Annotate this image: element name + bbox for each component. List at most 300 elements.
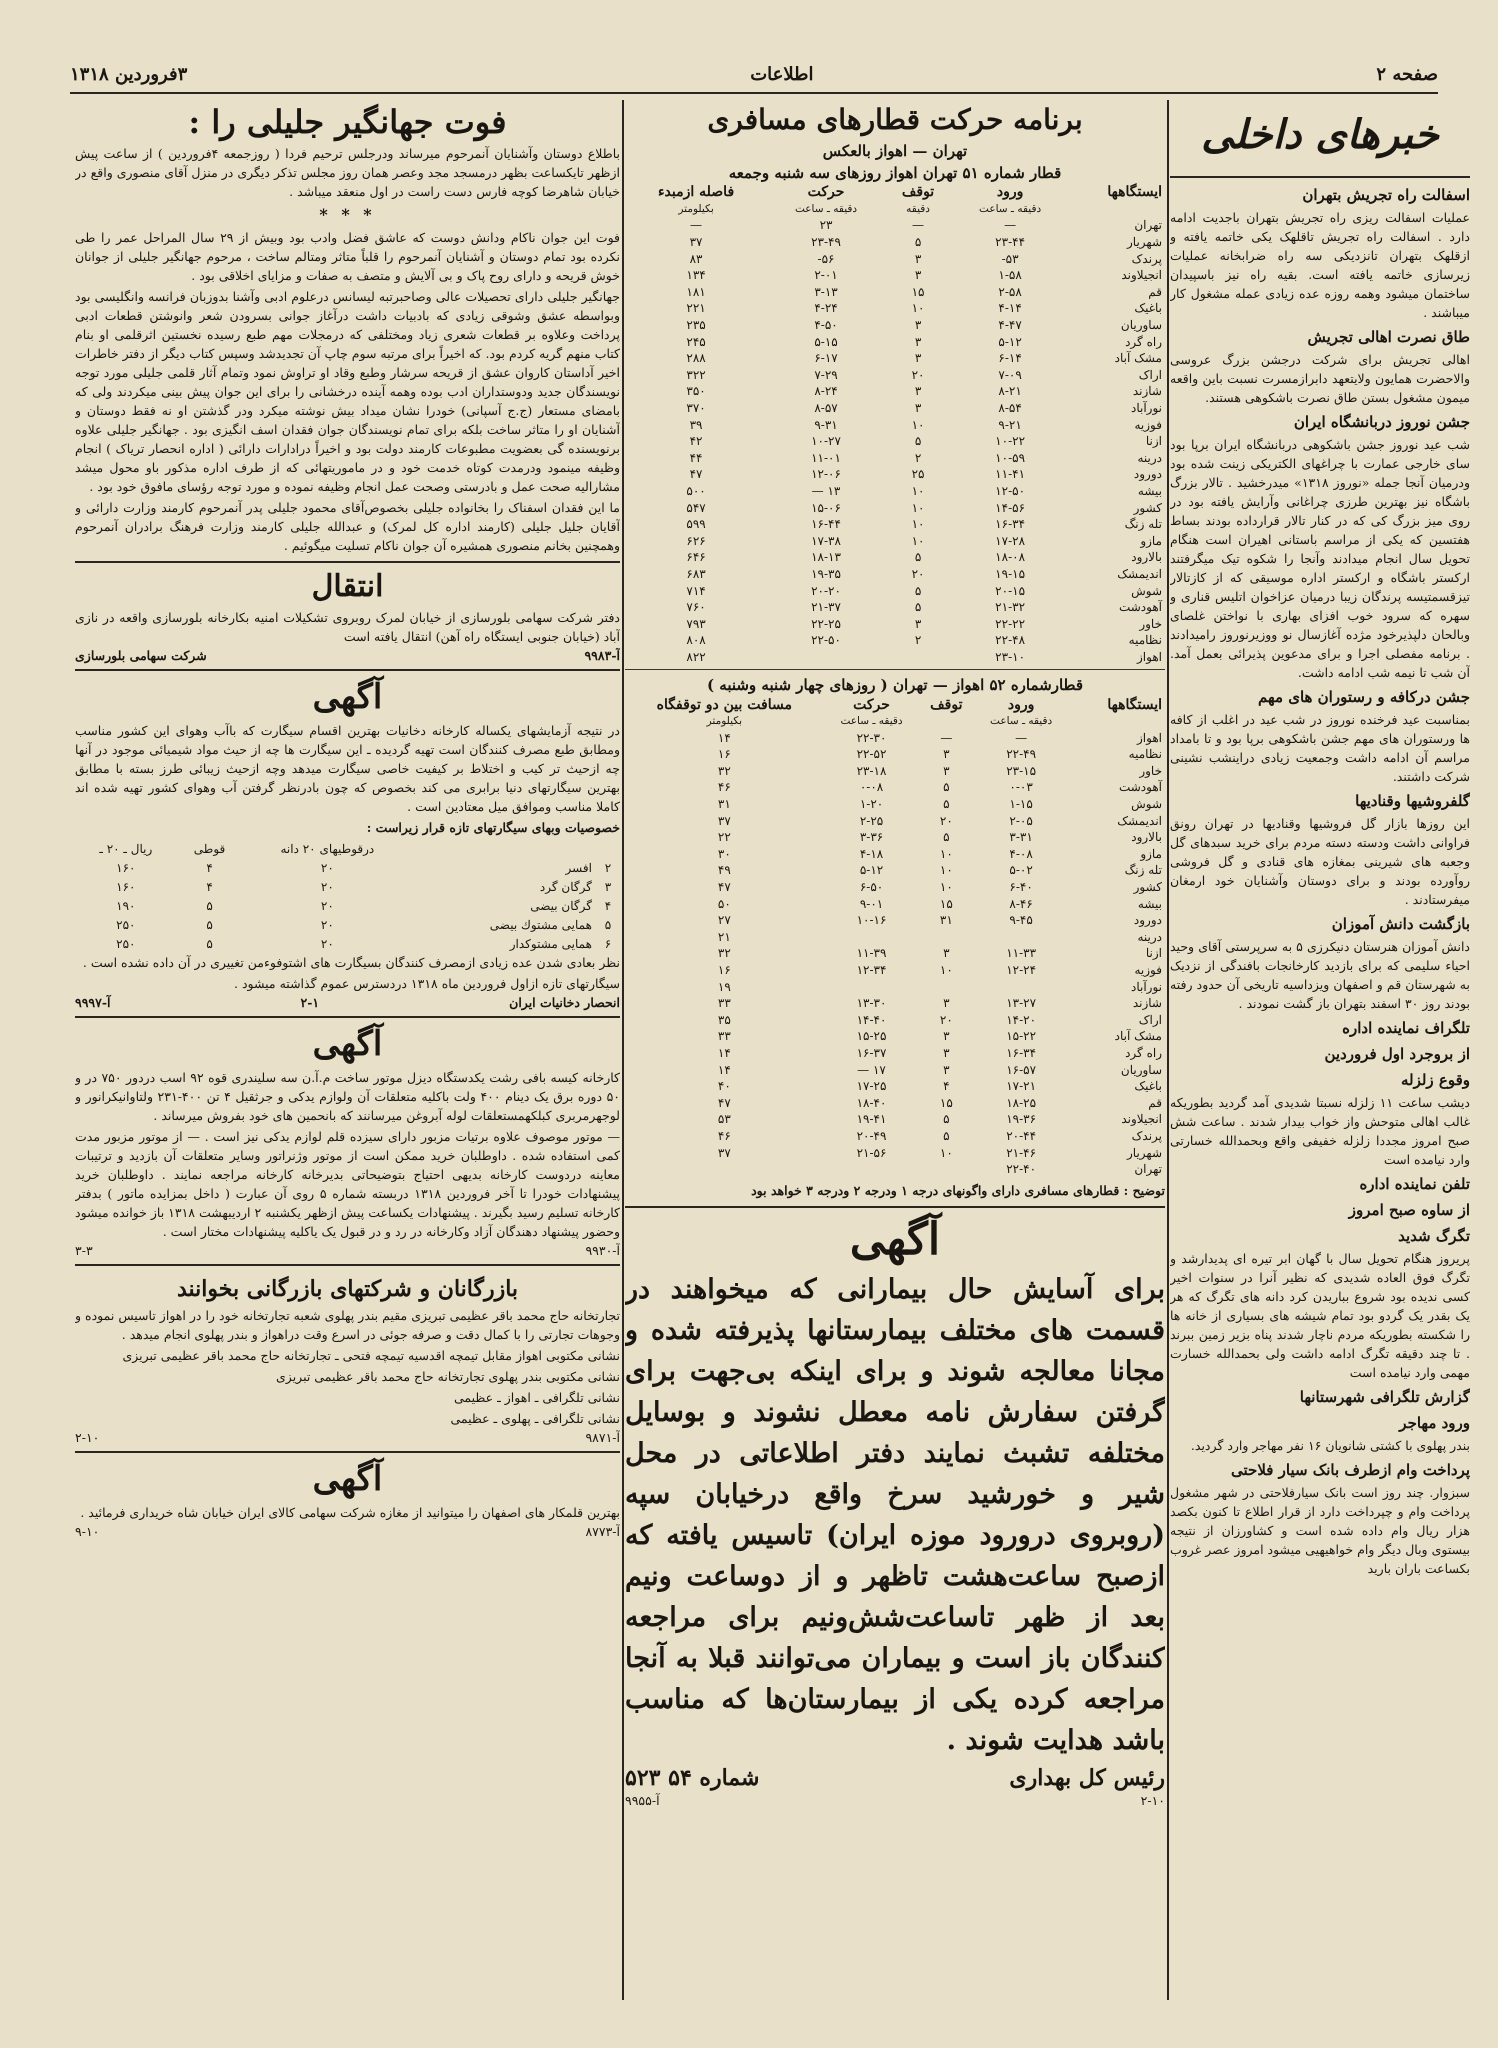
table-cell: ۲۱-۴۶ — [1006, 1145, 1037, 1160]
ref-number: ۳-۳ — [75, 1243, 93, 1258]
table-cell: ۱۳-۳۰ — [856, 996, 887, 1011]
table-cell: ۵-۱۲ — [998, 334, 1022, 349]
table-cell: ۴ — [206, 860, 213, 875]
schedule-title: برنامه حرکت قطارهای مسافری — [707, 103, 1083, 136]
table-cell: ۴-۴۷ — [998, 318, 1022, 333]
divider — [75, 1451, 620, 1453]
trade-address: نشانی تلگرافی ـ اهواز ـ عظیمی — [454, 1390, 620, 1405]
station-name: کشور — [1133, 500, 1162, 515]
table-cell: ۱۶ — [717, 747, 731, 762]
station-name: اندیمشک — [1117, 813, 1162, 828]
table-cell: ۵ — [914, 600, 922, 615]
table-cell: ۶-۱۷ — [814, 351, 838, 366]
separator-stars: * * * — [319, 205, 376, 224]
masthead — [70, 58, 1438, 90]
table-cell: ۲۰ — [939, 1012, 953, 1027]
relocation-footer — [75, 648, 620, 663]
table-cell: ۴۶ — [717, 1128, 731, 1143]
trade-address: نشانی مکتوبی بندر پهلوی تجارتخانه حاج محمد باقر عظیمی تبریزی — [276, 1369, 620, 1384]
table-cell: ۵۴۷ — [686, 500, 706, 515]
station-name: نورآباد — [1130, 979, 1162, 994]
station-name: ازنا — [1145, 946, 1162, 961]
table-cell: ۱۹-۱۵ — [995, 566, 1026, 581]
table-cell: ۵ — [943, 1128, 950, 1143]
table-cell: ۳۱ — [717, 797, 731, 812]
train-schedule-column — [625, 100, 1165, 2035]
table-cell: ۴-۱۸ — [859, 846, 884, 861]
column-header: حرکت — [853, 696, 890, 713]
divider — [75, 669, 620, 671]
table-cell: — — [690, 218, 703, 233]
notices-column — [75, 100, 620, 2035]
relocation-title: انتقال — [311, 569, 384, 604]
table-cell: ۳-۱۳ — [814, 284, 838, 299]
station-name: اندیمشک — [1117, 566, 1162, 581]
table-row — [625, 615, 1165, 632]
table-cell: ۱۲-۵۰ — [995, 483, 1026, 498]
cigarette-price-table — [75, 839, 620, 953]
table-cell: ۶-۴۰ — [1009, 880, 1033, 895]
news-body: سبزوار. چند روز است بانک سیارفلاحتی در شهر مشغول پرداخت وام و چپرداخت دارد از قرار اطلاع تا کنون بکصد هزار ریال وام داده شده است و کشاورزان از نتیجه بیستوی وبال دیگر وام خواهیهیی میشود امروز عصر غروب بکساعت باران بارید — [1170, 1485, 1470, 1576]
table-cell: ۳۷ — [689, 235, 703, 250]
station-name: نظامیه — [1128, 633, 1162, 648]
trade-notice-footer — [75, 1430, 620, 1445]
news-headline: تلگراف نماینده اداره — [1342, 1019, 1470, 1037]
table-cell: ۱۴-۵۶ — [995, 500, 1026, 515]
table-cell: ۷-۰۹ — [998, 367, 1022, 382]
column-header: ورود — [996, 184, 1024, 201]
table-cell: ۲۳-۱۵ — [1006, 763, 1037, 778]
table-row — [625, 812, 1165, 829]
table-cell: ۱۰-۲۷ — [811, 434, 841, 449]
table-row — [625, 516, 1165, 533]
table-cell: ۲۰ — [320, 898, 334, 913]
table-cell: ۱۳۴ — [686, 268, 706, 283]
table-cell: ۲۱-۳۷ — [811, 600, 841, 615]
news-headline: گزارش تلگرافی شهرستانها — [1299, 1388, 1470, 1406]
table-cell: ۱۴ — [717, 1062, 731, 1077]
table-cell: ۵۰ — [717, 896, 731, 911]
table-cell: ۴۷ — [689, 467, 703, 482]
news-headline: وقوع زلزله — [1400, 1071, 1470, 1089]
table-cell: ۰-۰۸ — [859, 780, 884, 795]
table-cell: ۶۲۶ — [686, 533, 706, 548]
table-cell: ۲۵۰ — [116, 936, 136, 951]
column-header: درقوطیهای ۲۰ دانه — [280, 841, 375, 856]
masthead-rule — [70, 92, 1438, 94]
station-name: بیشه — [1137, 896, 1162, 911]
table-cell: ۱۷-۲۵ — [856, 1079, 887, 1094]
table-cell — [824, 929, 920, 946]
table-row — [625, 1144, 1165, 1161]
table-cell: ۲۷ — [717, 913, 731, 928]
table-cell: ۱۰-۵۹ — [995, 450, 1026, 465]
table-cell: ۳ — [914, 268, 922, 283]
table-row — [625, 962, 1165, 979]
table-cell: ۴ — [943, 1079, 950, 1094]
table-cell: ۶ — [604, 936, 612, 951]
table-cell: ۲۰ — [939, 813, 953, 828]
table-cell: ۳ — [914, 351, 922, 366]
table-cell: ۲۳-۱۸ — [856, 763, 887, 778]
station-name: شازند — [1132, 996, 1162, 1011]
table-cell: ۸-۴۶ — [1009, 896, 1033, 911]
cigarette-name: گرگان گرد — [539, 879, 592, 894]
table-cell: ۱۵-۲۵ — [856, 1029, 887, 1044]
table-row — [625, 746, 1165, 763]
column-rule — [1167, 100, 1169, 2000]
table-cell: ۲ — [914, 633, 922, 648]
trade-address: نشانی تلگرافی ـ پهلوی ـ عظیمی — [450, 1411, 620, 1426]
station-name: پرندک — [1131, 1128, 1162, 1143]
station-name: اهواز — [1137, 649, 1162, 664]
table-cell: ۴۰ — [717, 1079, 731, 1094]
table-cell: ۱۰-۲۲ — [995, 434, 1026, 449]
table-cell: ۲۱-۳۲ — [995, 600, 1026, 615]
table-row — [625, 367, 1165, 384]
table-cell — [973, 978, 1069, 995]
table-cell — [919, 929, 973, 946]
hospital-ad-ref — [625, 1793, 1165, 1808]
table-cell: ۲۲-۴۸ — [995, 633, 1026, 648]
obituary-paragraph: جهانگیر جلیلی دارای تحصیلات عالی وصاحبرتبه لیسانس درعلوم ادبی وآشنا بدوزبان فرانسه وانگلیسی بود وبواسطه عشق وشوقی زیادی که بادبیات داشت درآغاز جوانی بسرودن شعر وانوشتن قطعات ادبی پرداخت وعلاوه بر قطعات شعری زیاد ومختلفی که درمجلات مهم طبع رسیده نخستین اثرقلمی او بنام کتاب منهم گریه کردم بود. که اخیراً برای مرتبه سوم چاپ آن تجدیدشد وسپس کتاب دیگر از دفتر خاطرات اخیر آداستان کاروان عشق از قریحه سرشار وطبع وقاد او تراوش نمود وتمام آثار قلمی جلیلی مورد توجه نویسندگان جدید ودوستداران ادب بوده وهمه آینده درخشانی را برای این جوان پیش بینی میکردند ولی که بامضای مستعار (ج.ج آسپانی) خودرا نشان میداد بیش نوشته میکرد ودر گذشتن او نه فقط دوستان و آشنایان او را متاثر ساخت بلکه برای تمام نویسندگان جوان فقدان اسف انگیزی بود . جهانگیر جلیلی علاوه برنویسنده گی بعضویت مطبوعات کارمند دولت بود و اخیراً درادارات دارائی ( اداره انحصار تریاک ) انجام وظیفه مینمود ودرمدت کوتاه خدمت خود و در ماموریتهائی که از طرف اداره مذکور باو محول میشد مشارالیه صحت عمل و بادرستی وصحت عمل انجام وظیفه نموده و مورد توجه رؤسای مافوق خود بود . — [75, 289, 620, 494]
table-cell: ۲۵۰ — [116, 917, 136, 932]
table-cell: ۱۰ — [911, 517, 925, 532]
table-cell: ۵ — [604, 917, 612, 932]
station-name: تهران — [1134, 218, 1162, 233]
table-cell: ۸۳ — [689, 251, 703, 266]
table-cell: ۵ — [914, 583, 922, 598]
table-cell: ۱۸-۴۰ — [856, 1095, 887, 1110]
news-list — [1170, 184, 1470, 1578]
table-cell: ۲۰ — [320, 917, 334, 932]
table-cell: ۲۱-۵۶ — [856, 1145, 887, 1160]
cigarette-ad-text: در نتیجه آزمایشهای یکساله کارخانه دخانیات بهترین اقسام سیگارت که باآب وهوای این کشور مناسب ومطابق طبع مصرف کنندگان است تهیه گردیده ـ این سیگارت ها چه از حیث مواد شیمیائی موجود در آنها چه ازحیث تر کیب و اختلاط بر کیفیت خاصی سیگارت میدهد وچه ازحیث زیبائی طرز بسته با مطابق بهترین سیگارتهای دنیا برابری می کند بخصوص که چون بادرنظر گرفتن آب وهوای کشور تهیه شده اند کاملا مناسب وموافق میل معتادین است . — [75, 723, 620, 814]
table-cell: ۰-۰۳ — [1009, 780, 1033, 795]
page-number: صفحه ۲ — [1376, 63, 1438, 85]
table-row — [625, 1128, 1165, 1145]
station-name: شهریار — [1127, 235, 1162, 250]
table-row — [625, 1028, 1165, 1045]
qalamkar-ad-text: بهترین قلمکار های اصفهان را میتوانید از مغازه شرکت سهامی کالای ایران خیابان شاه خریداری فرمائید . — [80, 1505, 620, 1520]
table-cell: ۱۹۰ — [116, 898, 136, 913]
table-cell: ۳-۳۱ — [1009, 830, 1033, 845]
column-unit: بکیلومتر — [678, 202, 714, 215]
cigarette-signature: انحصار دخانیات ایران — [509, 995, 620, 1010]
table-row — [625, 846, 1165, 863]
relocation-text: دفتر شرکت سهامی بلورسازی از خیابان لمرک روبروی تشکیلات امنیه بکارخانه بلورسازی واقعه در نازی آباد (خیابان جنوبی ایستگاه راه آهن) انتقال یافته است — [75, 610, 620, 644]
table-cell: ۴ — [604, 898, 612, 913]
column-header: توقف — [930, 696, 963, 713]
table-row — [625, 483, 1165, 500]
news-headline: از ساوه صبح امروز — [1348, 1201, 1470, 1219]
news-body: پریروز هنگام تحویل سال با گهان ابر تیره ای پدیدارشد و تگرگ فوق العاده شدیدی که نظیر آنرا در سنوات اخیر کسی ندیده بود شروع بباریدن کرد دانه های تگرگ که هر یک بقدر یک گردو بود تمام شیشه های بسیاری از خانه ها را شکسته بطوریکه مردم ناچار شدند پناه بزیر زمین ببرند . تا چند دقیقه تگرگ ادامه داشت ولی بحمدالله خسارت مهمی وارد نیامده است — [1170, 1251, 1470, 1380]
table-cell: ۳۰ — [717, 846, 731, 861]
cigarette-ad-subtitle: خصوصیات وبهای سیگارتهای تازه قرار زیراست : — [366, 820, 620, 835]
table-row — [625, 729, 1165, 746]
table-row — [625, 217, 1165, 234]
table-cell: ۸-۵۷ — [814, 401, 838, 416]
table-cell: ۵ — [914, 235, 922, 250]
table-cell: ۴-۰۸ — [1009, 846, 1033, 861]
station-name: فوزیه — [1134, 417, 1162, 432]
table-cell: ۱۶-۵۷ — [1006, 1062, 1037, 1077]
table-cell: ۴ — [206, 879, 213, 894]
column-unit: دقیقه ـ ساعت — [990, 715, 1053, 728]
table-cell: ۳ — [943, 747, 950, 762]
table-cell: ۲-۰۵ — [1009, 813, 1033, 828]
cig-row — [75, 934, 620, 953]
table-cell: ۵ — [943, 1112, 950, 1127]
table-cell: ۲۸۸ — [686, 351, 706, 366]
table-row — [625, 416, 1165, 433]
table-cell: ۱۹-۳۶ — [1006, 1112, 1037, 1127]
motor-ad-text: کارخانه کیسه بافی رشت یکدستگاه دیزل موتور ساخت م.آ.ن سه سلیندری قوه ۹۲ اسب دردور ۷۵۰ در و ۵۰ دوره برق یک دینام ۴۰۰ ولت باکلیه متعلقات آن ولوازم یدکی و جرثقیل ۴ تن ۴۰۰-۲۳۱ ولتاوانیکرانور و لوجهرمربری کبلکهمستعلقات لوله آبروغن میرسانند که بانحمین های خود بفروش میرساند . — [75, 1070, 620, 1123]
table-cell: ۱۵-۲۲ — [1006, 1029, 1037, 1044]
station-name: شوش — [1131, 797, 1162, 812]
table-cell: ۲۳ — [819, 218, 833, 233]
table-cell: ۳ — [943, 763, 950, 778]
station-name: شهریار — [1127, 1145, 1162, 1160]
ref-number: ۲-۱ — [300, 995, 320, 1010]
table-cell: ۳۲ — [717, 763, 731, 778]
table-cell: ۳ — [943, 1029, 950, 1044]
table-row — [625, 250, 1165, 267]
station-name: تله زنگ — [1124, 863, 1162, 878]
table-cell: ۱۶۰ — [116, 860, 136, 875]
table-cell: ۴۷ — [717, 1095, 731, 1110]
station-name: خاور — [1139, 763, 1162, 778]
relocation-signature: شرکت سهامی بلورسازی — [75, 648, 207, 663]
station-name: راه گرد — [1125, 334, 1162, 349]
table-cell: — — [940, 730, 953, 745]
table-cell: ۱۲-۰۶ — [811, 467, 841, 482]
table-cell: ۳ — [943, 946, 950, 961]
table-cell: ۵ — [943, 797, 950, 812]
table-header-row — [625, 184, 1165, 201]
table-cell: ۲۲-۵۲ — [856, 747, 887, 762]
table-cell: ۴-۵۰ — [814, 318, 838, 333]
column-header — [412, 839, 596, 858]
ref-number: ۲-۱۰ — [75, 1430, 100, 1445]
table-cell: ۳ — [914, 334, 922, 349]
table-cell: ۸۲۲ — [686, 649, 706, 664]
station-name: درینه — [1137, 929, 1162, 944]
table-cell: ۸۰۸ — [686, 633, 706, 648]
news-headline: طاق نصرت اهالی تجریش — [1307, 328, 1470, 346]
table-row — [625, 895, 1165, 912]
table-row — [625, 499, 1165, 516]
table-row — [625, 1061, 1165, 1078]
news-body: بمناسبت عید فرخنده نوروز در شب عید در اغلب از کافه ها ورستوران های مهم جشن باشکوهی برپا بود و تا بامداد مراسم آن ادامه داشت وجمعیت زیادی دراینشب نشینی شرکت داشتند. — [1170, 712, 1470, 784]
news-headline: تلفن نماینده اداره — [1359, 1175, 1470, 1193]
column-header: ایستگاهها — [1107, 696, 1162, 713]
trade-notice-title: بازرگانان و شرکتهای بازرگانی بخوانند — [176, 1276, 519, 1302]
table-header-row — [625, 696, 1165, 713]
station-name: راه گرد — [1125, 1045, 1162, 1060]
table-row — [625, 862, 1165, 879]
table-cell: ۳۱ — [939, 913, 953, 928]
table-row — [625, 879, 1165, 896]
hospital-ad-text: برای آسایش حال بیمارانی که میخواهند در قسمت های مختلف بیمارستانها پذیرفته شده و مجانا معالجه شوند و برای اینکه بی‌جهت برای گرفتن سفارش نامه معطل نشوند و بوسایل مختلفه تشبث نمایند دفتر اطلاعاتی در محل شیر و خورشید سرخ واقع درخیابان سپه (روبروی درورود موزه ایران) تاسیس یافته که ازصبح ساعت‌هشت تاظهر و از دوساعت ونیم بعد از ظهر تاساعت‌شش‌ونیم برای مراجعه کنندگان باز است و بیماران می‌توانند قبلا به آنجا مراجعه کرده یکی از بیمارستان‌ها که مناسب باشد هدایت شوند . — [625, 1274, 1165, 1757]
motor-ad-footer — [75, 1243, 620, 1258]
station-name: بالارود — [1131, 550, 1162, 565]
table-cell: ۲۲ — [717, 830, 731, 845]
table-cell: ۱۰ — [911, 301, 925, 316]
table-cell — [824, 1161, 920, 1178]
table-cell: ۱۵-۰۶ — [811, 500, 841, 515]
table-cell — [973, 929, 1069, 946]
table-cell: ۸-۲۴ — [814, 384, 838, 399]
table-cell: ۱۹ — [717, 979, 731, 994]
station-name: قم — [1148, 284, 1162, 299]
table-row — [625, 267, 1165, 284]
obituary-title: فوت جهانگیر جلیلی را : — [188, 103, 507, 141]
table-row — [625, 284, 1165, 301]
table-cell: ۲۰-۴۹ — [856, 1128, 887, 1143]
station-name: دورود — [1133, 913, 1162, 928]
table-cell: ۳ — [943, 996, 950, 1011]
ref-code: آ-۸۷۷۳ — [585, 1524, 620, 1539]
table-cell: ۲۰ — [911, 566, 925, 581]
table-cell: ۳۳ — [717, 1029, 731, 1044]
table-cell: ۶-۱۴ — [998, 351, 1022, 366]
table-cell: ۴-۱۴ — [998, 301, 1022, 316]
station-name: اهواز — [1137, 730, 1162, 745]
news-headline: جشن نوروز دربانشگاه ایران — [1293, 413, 1470, 431]
table-cell: — — [1004, 218, 1017, 233]
table-cell: ۱۰ — [911, 533, 925, 548]
train-51-caption: قطار شماره ۵۱ تهران اهواز روزهای سه شنبه وجمعه — [728, 164, 1062, 182]
table-cell: ۵ — [206, 917, 213, 932]
table-cell: ۱۸۱ — [686, 284, 706, 299]
table-cell: ۲ — [914, 450, 922, 465]
table-cell: ۲۲-۳۰ — [856, 730, 887, 745]
station-name: فوزیه — [1134, 963, 1162, 978]
station-name: باغیک — [1134, 1079, 1162, 1094]
table-cell: ۵ — [206, 898, 213, 913]
table-cell: ۲۲-۴۰ — [1006, 1162, 1037, 1177]
table-cell: ۶۴۶ — [686, 550, 706, 565]
column-unit: دقیقه ـ ساعت — [979, 202, 1042, 215]
column-header — [596, 839, 620, 858]
table-cell: — — [912, 218, 925, 233]
station-name: خاور — [1139, 616, 1162, 631]
ref-number: ۹-۱۰ — [75, 1524, 100, 1539]
table-cell — [919, 1161, 973, 1178]
table-cell: ۱۹-۳۵ — [811, 566, 841, 581]
station-name: بالارود — [1131, 830, 1162, 845]
table-row — [625, 333, 1165, 350]
station-name: مشک آباد — [1114, 1029, 1162, 1044]
table-cell: ۱۴ — [717, 1045, 731, 1060]
table-cell: ۱-۲۰ — [859, 797, 884, 812]
motor-ad-title: آگهی — [312, 1024, 383, 1064]
table-cell: ۲۲-۲۵ — [811, 616, 841, 631]
table-cell: ۳۷ — [717, 813, 731, 828]
table-cell: ۱۴-۲۰ — [1006, 1012, 1037, 1027]
obituary-paragraph: فوت این جوان ناکام ودانش دوست که عاشق فضل وادب بود وبیش از ۲۹ سال المراحل عمر را طی نکرده بود تمام دوستان و آشنایان آنمرحوم را قلباً متاثر ومتالم ساخت ، مرحوم جهانگیر جلیلی از جوانان خوش قریحه و دارای روح پاک و بی آلایش و متصف به صفات و مزایای اخلاقی بود . — [75, 230, 620, 283]
table-cell: ۳۷ — [717, 1145, 731, 1160]
table-cell — [767, 649, 885, 666]
table-cell: ۲۲-۵۰ — [811, 633, 841, 648]
station-name: تهران — [1134, 1162, 1162, 1177]
table-row — [625, 929, 1165, 946]
cigarette-name: گرگان بیضی — [530, 898, 592, 913]
table-cell: ۱۵ — [911, 284, 925, 299]
table-row — [625, 300, 1165, 317]
table-cell: ۵ — [943, 780, 950, 795]
table-cell: ۱۷ — — [857, 1062, 886, 1077]
table-cell: ۲۳-۴۹ — [811, 235, 841, 250]
cigarette-name: همایی مشتوك بیضی — [489, 917, 592, 932]
news-headline: جشن درکافه و رستوران های مهم — [1258, 688, 1470, 706]
table-cell: ۴۴ — [689, 450, 703, 465]
table-row — [625, 549, 1165, 566]
cig-header-row — [75, 839, 620, 858]
table-cell: ۵ — [943, 830, 950, 845]
table-cell: ۵-۰۲ — [1009, 863, 1033, 878]
table-cell: ۵۳- — [1001, 251, 1019, 266]
table-cell: ۲۳۵ — [686, 318, 706, 333]
obituary-paragraph: باطلاع دوستان وآشنایان آنمرحوم میرساند ودرجلس ترحیم فردا ( روزجمعه ۴فروردین ) از ساعت پیش ازظهر تایکساعت بظهر درمسجد مجد وعصر همان روز مجلس تذکر دیگری در منزل آقای منصوری واقع در خیابان شاهرضا کوچه فارس دست راست در اول منعقد میباشد . — [75, 146, 620, 199]
table-cell: ۸-۵۴ — [998, 401, 1022, 416]
table-cell: ۷۹۳ — [686, 616, 706, 631]
table-cell: ۱۳-۲۷ — [1006, 996, 1037, 1011]
table-cell: ۹-۲۱ — [998, 417, 1022, 432]
train-52-table — [625, 696, 1165, 1177]
table-row — [625, 400, 1165, 417]
table-cell: ۲۰ — [320, 860, 334, 875]
table-cell: ۷۶۰ — [686, 600, 706, 615]
table-cell: ۴۲ — [689, 434, 703, 449]
cigarette-ad-footer — [75, 995, 620, 1010]
station-name: مازو — [1140, 846, 1162, 861]
table-cell: ۳ — [943, 1062, 950, 1077]
table-cell: ۳ — [943, 1045, 950, 1060]
table-cell: ۳۵ — [717, 1012, 731, 1027]
table-cell: ۲-۲۵ — [859, 813, 884, 828]
station-name: اراک — [1138, 367, 1162, 382]
table-cell: ۱۲-۳۴ — [856, 963, 887, 978]
station-name: درینه — [1137, 450, 1162, 465]
column-header: فاصله ازمبدء — [657, 184, 735, 201]
table-cell: ۲۲-۴۹ — [1006, 747, 1037, 762]
column-header: حرکت — [807, 184, 845, 201]
station-name: اراک — [1138, 1012, 1162, 1027]
table-cell: ۲۰ — [320, 936, 334, 951]
table-cell: ۲۰-۱۵ — [995, 583, 1026, 598]
table-row — [625, 995, 1165, 1012]
table-cell: ۱۸-۰۸ — [995, 550, 1026, 565]
table-cell: ۱۰ — [939, 880, 953, 895]
station-name: نظامیه — [1128, 747, 1162, 762]
table-cell: ۴۹ — [717, 863, 731, 878]
cig-row — [75, 896, 620, 915]
table-cell: ۳ — [914, 401, 922, 416]
motor-ad-items: — موتور موصوف علاوه برتیات مزبور دارای سیزده قلم لوازم یدکی نیز است . — از موتور مزبور مدت کمی استفاده شده . داوطلبان خرید ممکن است از موتور وژنراتور وسایر متعلقات آن بازدید و ترتیبات معاینه دردوست کارخانه بدیهی احتیاج بتوضیحاتی بدیرخانه کارخانه مراجعه نمایند . داوطلبان خرید پیشنهادات خودرا تا آخر فروردین ۱۳۱۸ دربسته شماره ۵ روی آن عبارت ( داخل بمزایده ماتور ) بدفتر کارخانه تسلیم رسید بگیرند . پیشنهادات یکساعت پیش ازظهر یکشنبه ۲ اردیبهشت ۱۳۱۸ باز خوانده میشود وحضور پیشنهاد دهندگان آزاد وکارخانه در رد و در قبول یک یاکلیه پیشنهادات مختار است . — [75, 1129, 620, 1239]
table-cell: ۵-۱۲ — [859, 863, 884, 878]
news-body: دانش آموزان هنرستان دنیکرزی ۵ به سرپرستی آقای وحید احیاء سلیمی که برای بازدید کارخانجات بافندگی از نزدیک به شهرستان قم و اصفهان ویزداسیه تاریخی آن حدود رفته بودند روز ۳۰ اسفند بتهران باز گشت نمودند . — [1170, 939, 1470, 1011]
table-row — [625, 566, 1165, 583]
cigarette-name: افسر — [565, 860, 592, 875]
table-cell: ۱۶۰ — [116, 879, 136, 894]
table-cell: ۶۸۳ — [686, 566, 706, 581]
table-cell: ۱۱-۴۱ — [995, 467, 1026, 482]
table-cell: ۹-۴۵ — [1009, 913, 1033, 928]
qalamkar-ad-footer — [75, 1524, 620, 1539]
table-cell: ۵ — [914, 434, 922, 449]
